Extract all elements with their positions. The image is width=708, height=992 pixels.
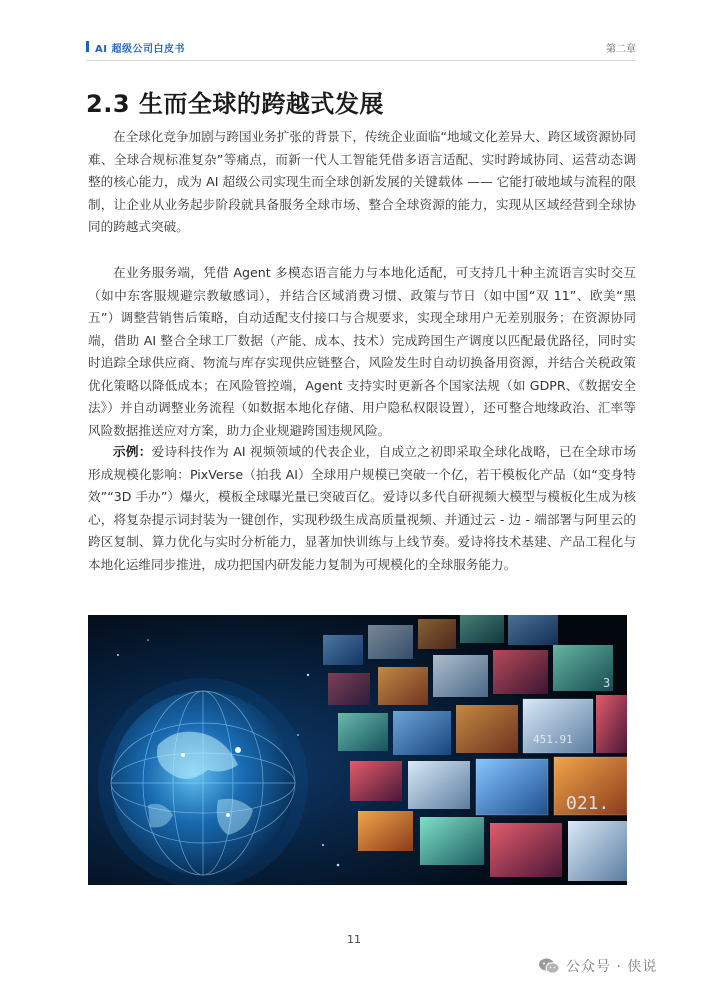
running-header — [86, 39, 636, 55]
globe-graphic — [98, 678, 308, 885]
screen-number: 021. — [566, 793, 610, 814]
header-divider — [86, 60, 636, 61]
paragraph-intro: 在全球化竞争加剧与跨国业务扩张的背景下，传统企业面临“地域文化差异大、跨区域资源协同难、全球合规标准复杂”等痛点，而新一代人工智能凭借多语言适配、实时跨域协同、运营动态调整的核心能力，成为 AI 超级公司实现生而全球创新发展的关键载体 —— 它能打破地域与流程的限制，让企业从业务起步阶段就具备服务全球市场、整合全球资源的能力，实现从区域经营到全球协同的跨越式突破。 — [88, 129, 636, 234]
paragraph-business: 在业务服务端，凭借 Agent 多模态语言能力与本地化适配，可支持几十种主流语言实时交互（如中东客服规避宗教敏感词），并结合区域消费习惯、政策与节日（如中国“双 11”、欧美“黑五”）调整营销售后策略，自动适配支付接口与合规要求，实现全球用户无差别服务；在资源协同端，借助 AI 整合全球工厂数据（产能、成本、技术）完成跨国生产调度以匹配最优路径，同时实时追踪全球供应商、物流与库存实现供应链整合，风险发生时自动切换备用资源，并结合关税政策优化策略以降低成本；在风险管控端，Agent 支持实时更新各个国家法规（如 GDPR、《数据安全法》）并自动调整业务流程（如数据本地化存储、用户隐私权限设置），还可整合地缘政治、汇率等风险数据推送应对方案，助力企业规避跨国违规风险。 — [88, 265, 636, 438]
screen-number: 451.91 — [533, 733, 573, 746]
watermark-text: 公众号 · 侠说 — [566, 959, 658, 975]
global-video-illustration — [88, 615, 627, 885]
example-text: 爱诗科技作为 AI 视频领域的代表企业，自成立之初即采取全球化战略，已在全球市场形成规模化影响：PixVerse（拍我 AI）全球用户规模已突破一个亿，若干模板化产品（如“变身特效”“3D 手办”）爆火，模板全球曝光量已突破百亿。爱诗以多代自研视频大模型与模板化生成为核心，将复杂提示词封装为一键创作，实现秒级生成高质量视频、并通过云 - 边 - 端部署与阿里云的跨区复制、算力优化与实时分析能力，显著加快训练与上线节奏。爱诗将技术基建、产品工程化与本地化运维同步推进，成功把国内研发能力复制为可规模化的全球服务能力。 — [88, 444, 637, 572]
chapter-label: 第二章 — [606, 44, 636, 55]
paragraph-example — [88, 441, 636, 576]
header-accent-bar — [86, 41, 89, 52]
page-number: 11 — [347, 933, 361, 946]
section-title: 2.3 生而全球的跨越式发展 — [86, 90, 384, 118]
screen-number: 3 — [603, 676, 611, 690]
wechat-watermark — [538, 955, 657, 977]
book-title: AI 超级公司白皮书 — [95, 44, 185, 55]
example-label: 示例： — [113, 444, 152, 459]
wechat-icon — [538, 957, 560, 975]
